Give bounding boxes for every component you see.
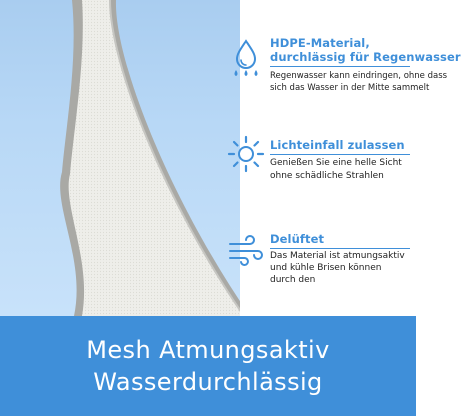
bottom-banner — [0, 316, 416, 416]
feature-title-line-1: HDPE-Material, — [270, 36, 370, 50]
feature-title-line-2: durchlässig für Regenwasser — [270, 50, 461, 64]
sun-icon — [226, 134, 266, 174]
feature-ventilated — [218, 226, 416, 306]
feature-desc-line-2: und kühle Brisen können — [270, 263, 382, 273]
banner-line-1: Mesh Atmungsaktiv — [86, 336, 330, 364]
feature-title-line-1: Delüftet — [270, 232, 325, 246]
banner-line-2: Wasserdurchlässig — [93, 368, 323, 396]
water-drops-icon — [226, 38, 266, 78]
feature-desc-line-1: Das Material ist atmungsaktiv — [270, 251, 405, 261]
feature-title-line-1: Lichteinfall zulassen — [270, 138, 405, 152]
feature-hdpe-material — [218, 34, 461, 124]
title-underline — [270, 66, 410, 67]
feature-desc-line-3: durch den — [270, 275, 316, 285]
wind-icon — [226, 230, 266, 270]
title-underline — [270, 154, 410, 155]
feature-desc-line-2: ohne schädliche Strahlen — [270, 171, 384, 181]
feature-light — [218, 130, 416, 210]
feature-desc-line-2: sich das Wasser in der Mitte sammelt — [270, 83, 430, 93]
title-underline — [270, 248, 410, 249]
feature-desc-line-1: Genießen Sie eine helle Sicht — [270, 158, 402, 168]
feature-desc-line-1: Regenwasser kann eindringen, ohne dass — [270, 71, 448, 81]
